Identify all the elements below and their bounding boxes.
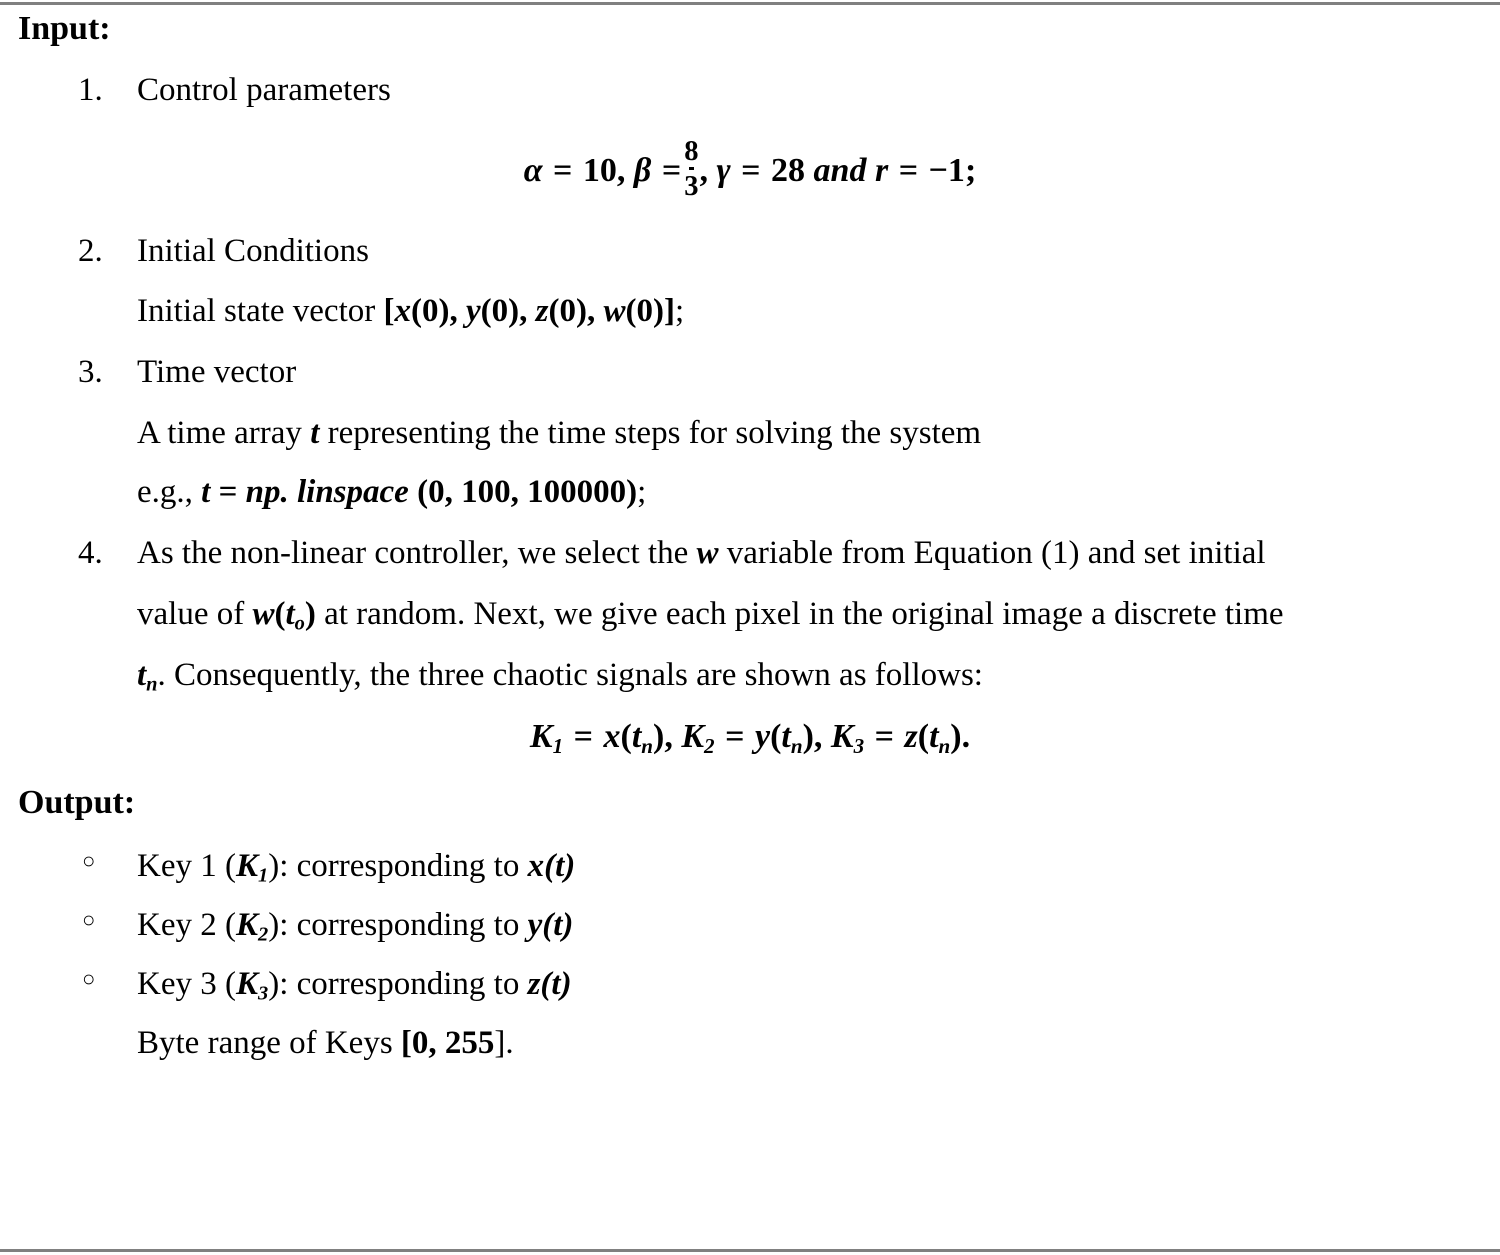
key1-symbol: $K_1$ [235,848,269,887]
vector-comma-1: , [449,293,466,330]
time-array-description-line [0,417,1500,450]
bullet-icon: ○ [82,907,96,933]
linspace-function-name: np. linspace [245,474,409,511]
k3-equals: = [874,718,895,756]
linspace-terminator: ; [637,474,647,511]
k1-arg: $(t_n)$ [620,718,665,759]
equation-equals-2: = [661,151,682,189]
vector-var-z: z [535,293,549,330]
discrete-time-tn: $t_n$ [137,657,158,696]
vector-y-arg: (0) [480,293,520,330]
item4-line2-after: at random. Next, we give each pixel in the original image a discrete time [315,596,1284,633]
linspace-args: (0, 100, 100000) [417,474,638,511]
item4-line3-after: . Consequently, the three chaotic signals are shown as follows: [157,657,983,694]
key2-function: y(t) [527,907,574,944]
w-arg-open: ( [274,596,286,633]
k3-rhs-z: z [904,718,918,756]
k-equation-terminator: . [961,718,971,756]
equation-equals-3: = [741,151,761,189]
initial-state-vector-line [0,295,1500,328]
vector-x-arg: (0) [411,293,450,330]
byte-range-terminator: . [505,1025,514,1062]
equation-comma-2: , [699,151,708,189]
input-item-2-label: Initial Conditions [137,233,369,270]
k2-rhs-y: y [754,718,771,756]
input-item-4-line-1 [137,535,1266,571]
k-equation-comma-2: , [813,718,823,756]
beta-denominator: 3 [684,171,699,203]
byte-range-line [0,1027,1500,1060]
time-array-text-before: A time array [137,415,311,452]
k3-arg: $(t_n)$ [917,718,962,759]
k2-arg: $(t_n)$ [770,718,814,759]
byte-range-low: 0 [411,1025,429,1062]
input-item-4-line-3 [0,657,1500,696]
initial-state-vector-prefix: Initial state vector [137,293,384,330]
k-equation-comma-1: , [664,718,673,756]
item4-line1-before: As the non-linear controller, we select the [137,535,697,572]
input-item-2-marker: 2. [78,233,103,270]
controller-variable-w: w [696,535,719,572]
alpha-value: 10 [582,151,617,189]
vector-w-arg: (0) [625,293,665,330]
key3-label-before: Key 3 ( [137,966,236,1003]
byte-range-high: 255 [444,1025,495,1062]
k3-symbol: $K_3$ [830,718,865,759]
equation-terminator: ; [964,151,977,189]
input-item-4 [0,537,1500,570]
byte-range-prefix: Byte range of Keys [137,1025,401,1062]
byte-range-comma: , [428,1025,437,1062]
equation-equals-4: = [898,151,919,189]
output-item-key-1-text [137,848,576,887]
input-item-4-line-2 [0,596,1500,635]
key-signals-equation [0,718,1500,759]
item4-line1-after: variable from Equation (1) and set initial [718,535,1266,572]
k1-symbol: $K_1$ [529,718,564,759]
fraction-bar [689,167,693,170]
key2-label-after: ): corresponding to [268,907,528,944]
beta-numerator: 8 [684,136,699,167]
key2-label-before: Key 2 ( [137,907,236,944]
output-item-key-1 [0,848,1500,887]
key2-symbol: $K_2$ [235,907,269,946]
byte-range-open: [ [400,1025,412,1062]
key3-label-after: ): corresponding to [268,966,528,1003]
linspace-example-line [0,476,1500,509]
input-item-3-marker: 3. [78,354,103,391]
vector-comma-3: , [587,293,604,330]
key3-function: z(t) [527,966,572,1003]
k2-equals: = [725,718,745,756]
time-array-variable: t [310,415,320,452]
item4-line2-before: value of [137,596,253,633]
k1-equals: = [573,718,594,756]
byte-range-close: ] [494,1025,506,1062]
w-function-symbol: w [252,596,275,633]
vector-terminator: ; [675,293,685,330]
vector-open-bracket: [ [383,293,395,330]
output-item-key-2-text [137,907,574,946]
gamma-symbol: γ [716,151,731,189]
key3-symbol: $K_3$ [235,966,269,1005]
vector-close-bracket: ] [664,293,676,330]
alpha-symbol: α [523,151,543,189]
time-array-text-after: representing the time steps for solving the system [319,415,982,452]
input-item-1 [0,74,1500,107]
input-item-2 [0,235,1500,268]
linspace-equals: = [218,474,238,511]
input-item-3-label: Time vector [137,354,297,391]
gamma-value: 28 [771,151,806,189]
k2-symbol: $K_2$ [681,718,715,759]
input-item-1-marker: 1. [78,72,103,108]
bullet-icon: ○ [82,966,96,992]
vector-var-x: x [394,293,411,330]
equation-and-word: and [813,151,867,189]
r-symbol: r [874,151,889,189]
input-item-3 [0,356,1500,389]
input-heading: Input: [18,10,111,47]
output-item-key-3-text [137,966,572,1005]
r-value: −1 [928,151,965,189]
k1-rhs-x: x [603,718,621,756]
bullet-icon: ○ [82,848,96,874]
key1-label-before: Key 1 ( [137,848,236,885]
input-item-4-marker: 4. [78,535,103,572]
bottom-divider-rule [0,1249,1500,1252]
equation-equals-1: = [553,151,573,189]
vector-comma-2: , [519,293,536,330]
key1-label-after: ): corresponding to [268,848,528,885]
vector-z-arg: (0) [548,293,587,330]
control-parameters-equation [0,137,1500,201]
output-item-key-2 [0,907,1500,946]
w-arg-t-zero: $t_o$ [285,596,305,635]
key1-function: x(t) [527,848,576,885]
vector-var-y: y [466,293,481,330]
w-arg-close: ) [304,596,316,633]
linspace-variable: t [201,474,211,511]
output-heading: Output: [18,784,136,822]
example-prefix: e.g., [137,474,202,511]
input-item-1-label: Control parameters [137,72,391,108]
output-item-key-3 [0,966,1500,1005]
beta-symbol: β [633,151,652,189]
equation-comma-1: , [616,151,626,189]
beta-fraction [684,137,698,201]
vector-var-w: w [603,293,626,330]
